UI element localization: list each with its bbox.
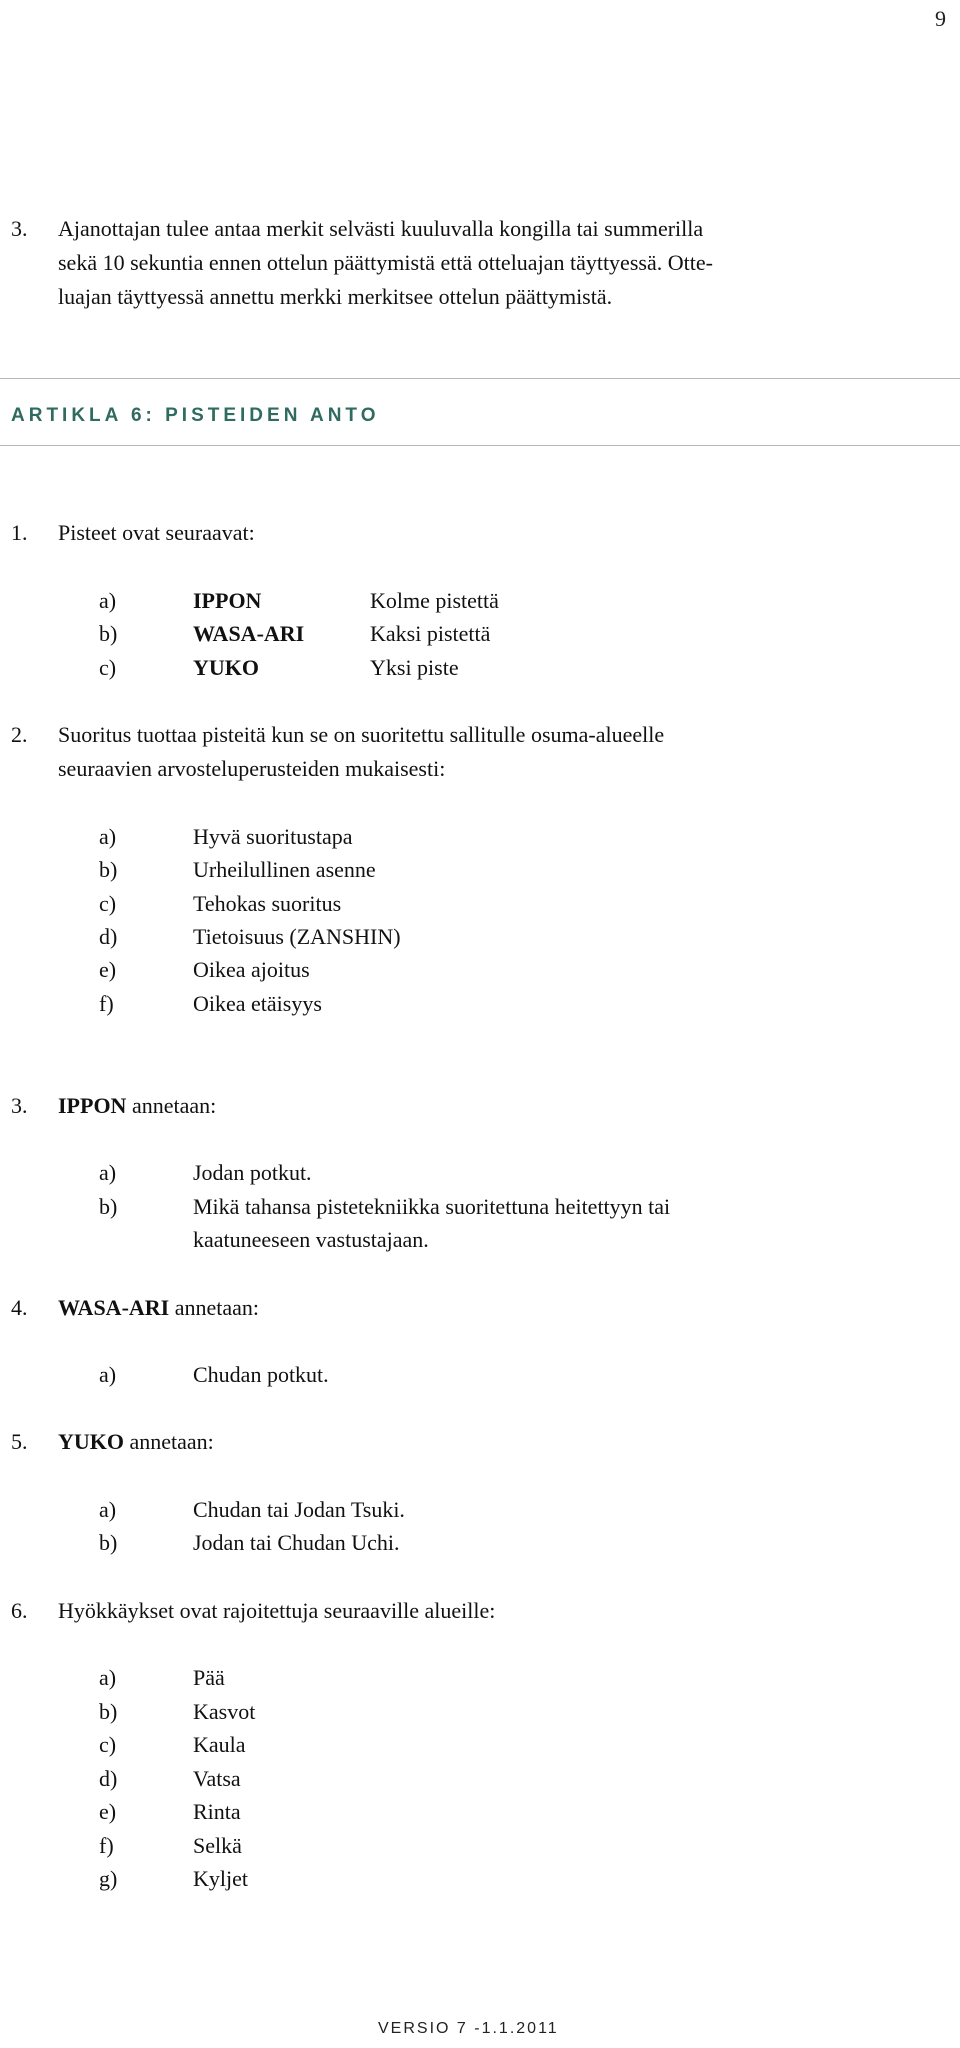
list-letter: a) (99, 1665, 117, 1690)
list-letter: b) (99, 1530, 118, 1555)
list-item: Oikea etäisyys (193, 991, 322, 1016)
list-item: Kaula (193, 1732, 246, 1757)
section-text: Pisteet ovat seuraavat: (58, 520, 255, 545)
list-item: Selkä (193, 1833, 242, 1858)
list-item: Urheilullinen asenne (193, 857, 376, 882)
list-item: Tietoisuus (ZANSHIN) (193, 924, 401, 949)
version-footer: VERSIO 7 -1.1.2011 (378, 2020, 559, 2037)
list-letter: c) (99, 655, 117, 680)
heading-bottom-rule (0, 445, 960, 446)
section-number: 5. (11, 1429, 28, 1454)
score-term: WASA-ARI (58, 1295, 170, 1320)
section-number: 3. (11, 1093, 28, 1118)
section-heading-rest: annetaan: (169, 1295, 260, 1320)
list-item: Chudan potkut. (193, 1362, 329, 1387)
score-term: IPPON (193, 588, 262, 613)
score-term: YUKO (193, 655, 259, 680)
score-term: WASA-ARI (193, 621, 305, 646)
list-letter: b) (99, 1699, 118, 1724)
section-number: 2. (11, 722, 28, 747)
list-letter: f) (99, 1833, 114, 1858)
list-item: Jodan tai Chudan Uchi. (193, 1530, 400, 1555)
list-letter: a) (99, 1497, 117, 1522)
score-description: Kolme pistettä (370, 588, 499, 613)
paragraph-line: Ajanottajan tulee antaa merkit selvästi kuuluvalla kongilla tai summerilla (58, 216, 704, 241)
section-line: seuraavien arvosteluperusteiden mukaisesti: (58, 756, 446, 781)
section-heading-rest: annetaan: (124, 1429, 214, 1454)
section-number: 1. (11, 520, 28, 545)
paragraph-line: sekä 10 sekuntia ennen ottelun päättymistä että otteluajan täyttyessä. Otte- (58, 250, 713, 275)
list-item: Jodan potkut. (193, 1160, 312, 1185)
heading-top-rule (0, 378, 960, 379)
list-letter: d) (99, 924, 118, 949)
section-number: 4. (11, 1295, 28, 1320)
list-item: Hyvä suoritustapa (193, 824, 353, 849)
list-item: Rinta (193, 1799, 241, 1824)
list-letter: c) (99, 891, 117, 916)
list-letter: a) (99, 588, 117, 613)
score-description: Kaksi pistettä (370, 621, 491, 646)
list-item: Chudan tai Jodan Tsuki. (193, 1497, 405, 1522)
score-description: Yksi piste (370, 655, 459, 680)
list-letter: a) (99, 1160, 117, 1185)
section-heading (58, 1089, 216, 1123)
list-item-continuation: kaatuneeseen vastustajaan. (193, 1227, 429, 1252)
section-line: Suoritus tuottaa pisteitä kun se on suoritettu sallitulle osuma-alueelle (58, 722, 665, 747)
list-letter: f) (99, 991, 114, 1016)
list-letter: g) (99, 1866, 118, 1891)
list-item: Tehokas suoritus (193, 891, 342, 916)
score-term: YUKO (58, 1429, 124, 1454)
list-item: Vatsa (193, 1766, 241, 1791)
section-text: Hyökkäykset ovat rajoitettuja seuraaville alueille: (58, 1598, 496, 1623)
list-item: Kasvot (193, 1699, 256, 1724)
list-letter: b) (99, 857, 118, 882)
score-term: IPPON (58, 1093, 127, 1118)
list-letter: d) (99, 1766, 118, 1791)
list-letter: a) (99, 1362, 117, 1387)
list-letter: a) (99, 824, 117, 849)
page-number: 9 (935, 6, 946, 31)
list-letter: b) (99, 621, 118, 646)
section-heading (58, 1291, 259, 1325)
section-heading-rest: annetaan: (126, 1093, 217, 1118)
list-item: Pää (193, 1665, 225, 1690)
section-number: 6. (11, 1598, 28, 1623)
list-letter: b) (99, 1194, 118, 1219)
paragraph-line: luajan täyttyessä annettu merkki merkitsee ottelun päättymistä. (58, 284, 613, 309)
paragraph-number: 3. (11, 216, 28, 241)
list-letter: c) (99, 1732, 117, 1757)
section-heading (58, 1425, 214, 1459)
list-item: Mikä tahansa pistetekniikka suoritettuna heitettyyn tai (193, 1194, 671, 1219)
list-letter: e) (99, 1799, 117, 1824)
list-item: Kyljet (193, 1866, 248, 1891)
list-item: Oikea ajoitus (193, 957, 310, 982)
list-letter: e) (99, 957, 117, 982)
article-heading: ARTIKLA 6: PISTEIDEN ANTO (11, 405, 380, 426)
